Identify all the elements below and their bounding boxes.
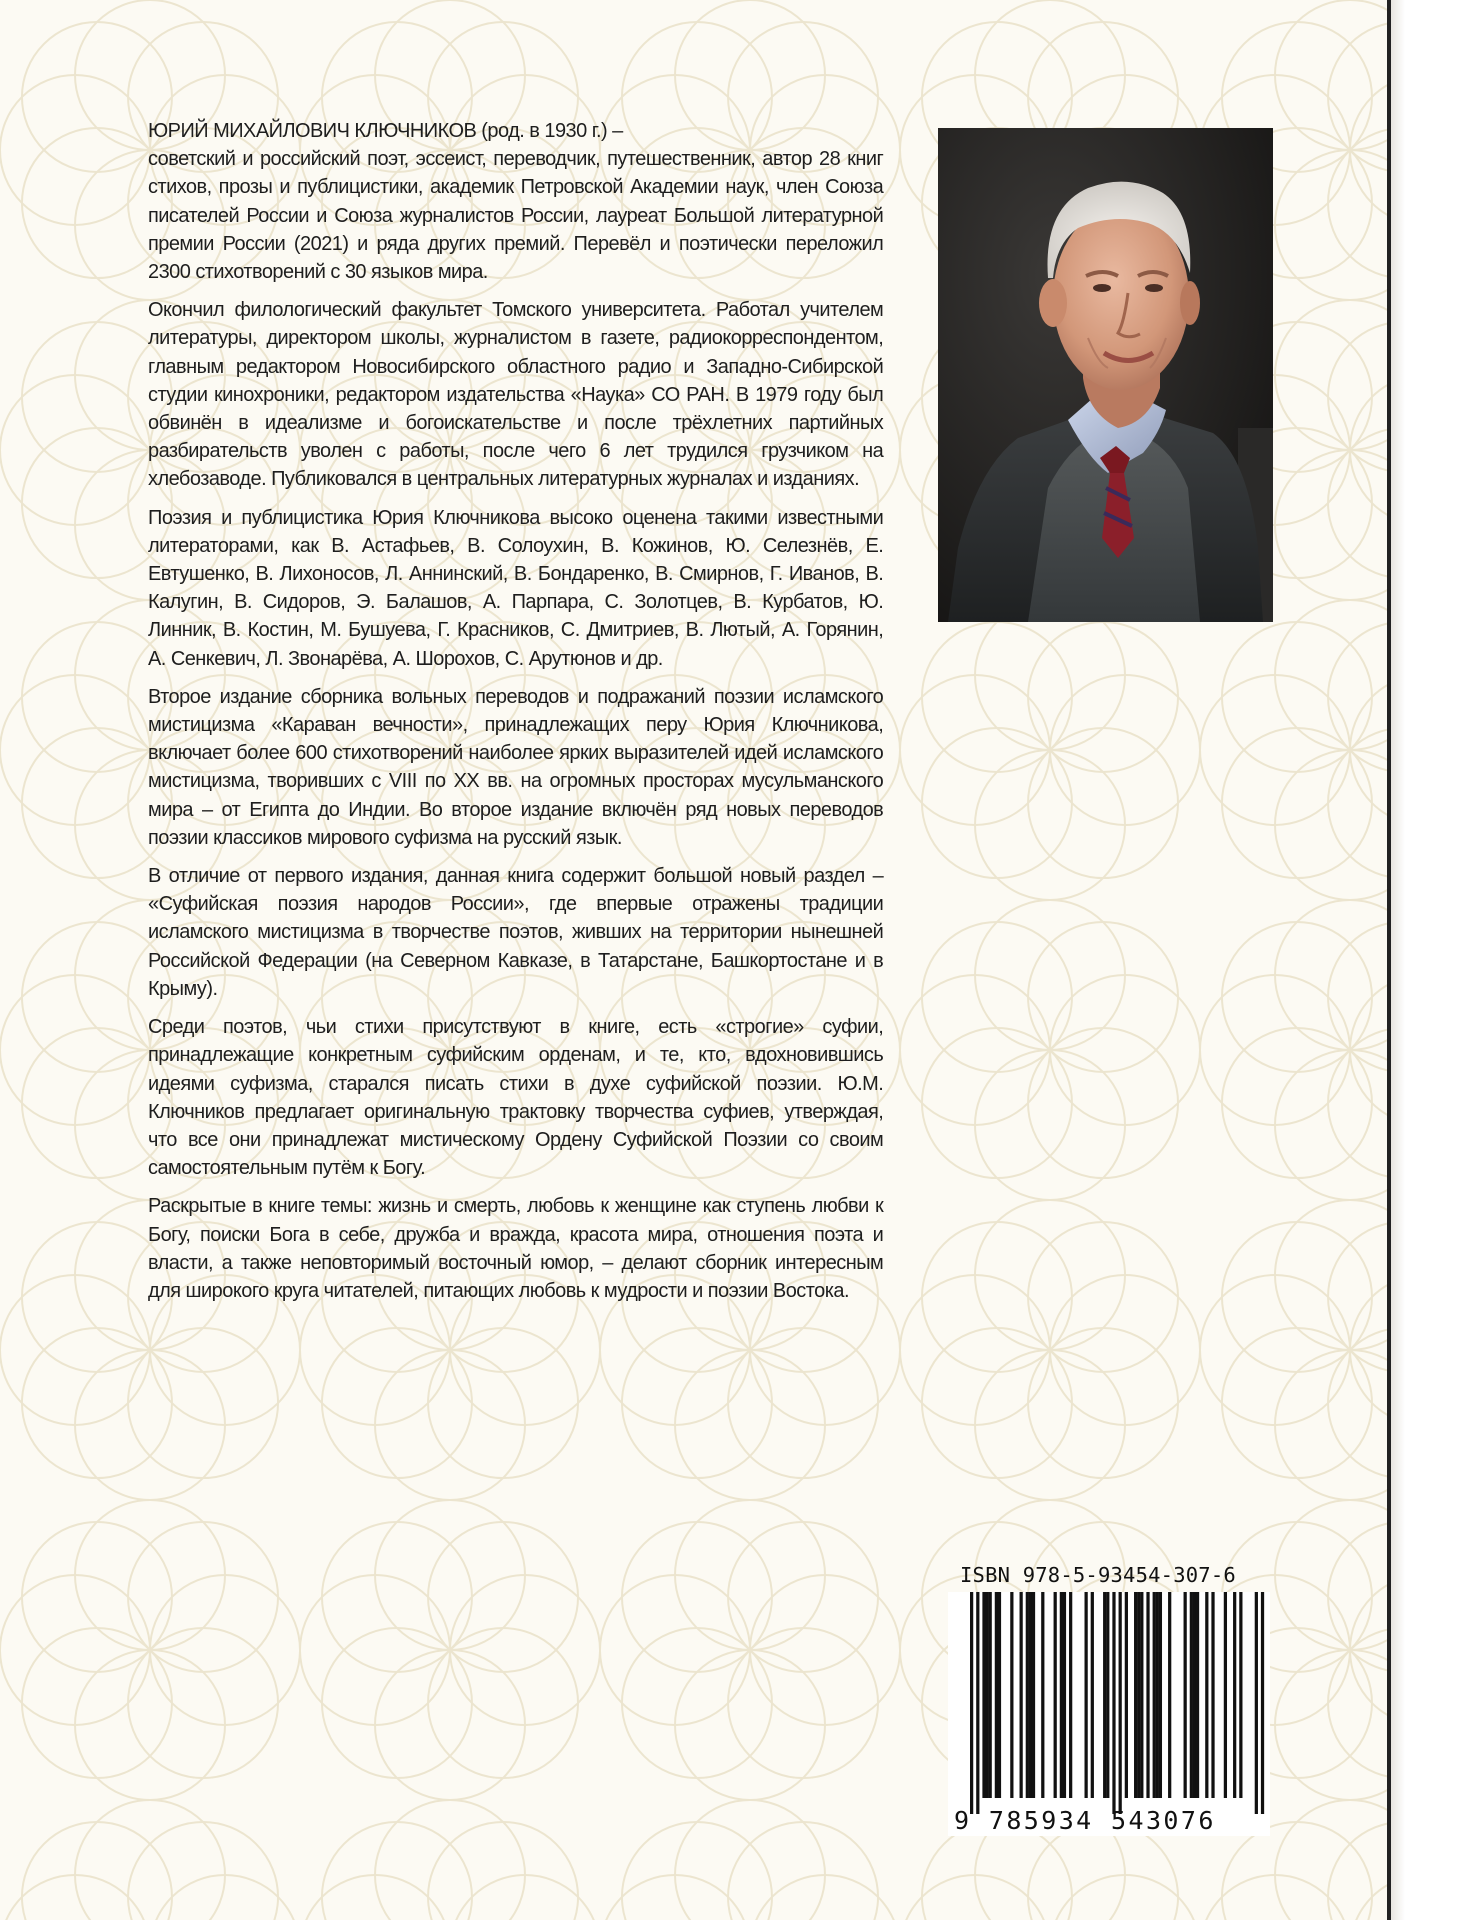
barcode-bar (1190, 1592, 1193, 1798)
barcode-bar (1010, 1592, 1013, 1798)
barcode-bar (1106, 1592, 1109, 1798)
annotation-text (148, 117, 883, 1315)
barcode-panel (948, 1592, 1270, 1836)
portrait-illustration (938, 128, 1273, 622)
edition-paragraph: Второе издание сборника вольных переводов и подражаний поэзии исламского мистицизма «Караван вечности», принадлежащих перу Юрия Ключникова, включает более 600 стихотворений наиболее ярких выразителей идей исламского мистицизма, творивших с VIII по XX вв. на огромных просторах мусульманского мира – от Египта до Индии. Во второе издание включён ряд новых переводов поэзии классиков мирового суфизма на русский язык. (148, 684, 884, 849)
ornament-tile (0, 1800, 300, 1920)
themes-paragraph: Раскрытые в книге темы: жизнь и смерть, любовь к женщине как ступень любви к Богу, поиски Бога в себе, дружба и вражда, красота мира, отношения поэта и власти, а также неповторимый восточный юмор, – делают сборник интересным для широкого круга читателей, питающих любовь к мудрости и поэзии Востока. (148, 1194, 884, 1302)
barcode-bar (998, 1592, 1001, 1798)
barcode-bar (1184, 1592, 1187, 1798)
author-portrait (938, 128, 1273, 622)
barcode-bar (1063, 1592, 1066, 1798)
barcode-bar (1159, 1592, 1162, 1798)
ean13-barcode (948, 1592, 1270, 1814)
barcode-bar (982, 1592, 985, 1798)
ornament-tile (1200, 1200, 1387, 1500)
barcode-bar (1119, 1592, 1122, 1814)
ornament-tile (600, 1500, 900, 1800)
author-heading (148, 117, 883, 145)
new-section-paragraph: В отличие от первого издания, данная книга содержит большой новый раздел – «Суфийская поэзия народов России», где впервые отражены традиции исламского мистицизма в творчестве поэтов, живших на территории нынешней Российской Федерации (на Северном Кавказе, в Татарстане, Башкортостане и в Крыму). (148, 864, 884, 1000)
barcode-bar (1211, 1592, 1214, 1798)
ornament-tile (900, 900, 1200, 1200)
barcode-bar (1153, 1592, 1156, 1798)
barcode-bar (989, 1592, 992, 1798)
barcode-bar (1032, 1592, 1035, 1798)
barcode-bar (1146, 1592, 1149, 1798)
barcode-bar (1091, 1592, 1094, 1798)
ornament-tile (300, 1500, 600, 1800)
barcode-bar (1255, 1592, 1258, 1814)
barcode-bar (1205, 1592, 1208, 1798)
barcode-bar (1020, 1592, 1023, 1798)
ornament-tile (600, 1800, 900, 1920)
barcode-bar (1239, 1592, 1242, 1798)
barcode-bar (1261, 1592, 1264, 1814)
barcode-bar (985, 1592, 988, 1798)
poets-paragraph: Среди поэтов, чьи стихи присутствуют в книге, есть «строгие» суфии, принадлежащие конкретным суфийским орденам, и те, кто, вдохновившись идеями суфизма, старался писать стихи в духе суфийской поэзии. Ю.М. Ключников предлагает оригинальную трактовку творчества суфиев, утверждая, что все они принадлежат мистическому Ордену Суфийской Поэзии со своим самостоятельным путём к Богу. (148, 1015, 884, 1180)
ornament-tile (900, 600, 1200, 900)
barcode-bar (1137, 1592, 1140, 1798)
isbn-label: ISBN 978-5-93454-307-6 (960, 1563, 1236, 1587)
author-name: ЮРИЙ МИХАЙЛОВИЧ КЛЮЧНИКОВ (148, 119, 477, 142)
reviewers-paragraph: Поэзия и публицистика Юрия Ключникова высоко оценена такими известными литераторами, как В. Астафьев, В. Солоухин, В. Кожинов, Ю. Селезнёв, Е. Евтушенко, В. Лихоносов, Л. Аннинский, В. Бондаренко, В. Смирнов, Г. Иванов, В. Калугин, В. Сидоров, Э. Балашов, А. Парпара, С. Золотцев, В. Курбатов, Ю. Линник, В. Костин, М. Бушуева, Г. Красников, С. Дмитриев, В. Лютый, А. Горянин, А. Сенкевич, Л. Звонарёва, А. Шорохов, С. Арутюнов и др. (148, 505, 884, 670)
barcode-bar (1069, 1592, 1072, 1798)
ornament-tile (900, 1200, 1200, 1500)
ornament-tile (1200, 600, 1387, 900)
barcode-bar (976, 1592, 979, 1814)
career-paragraph: Окончил филологический факультет Томского университета. Работал учителем литературы, директором школы, журналистом в газете, радиокорреспондентом, главным редактором Новосибирского областного радио и Западно-Сибирской студии кинохроники, редактором издательства «Наука» СО РАН. В 1979 году был обвинён в идеализме и богоискательстве и после трёхлетних партийных разбирательств уволен с работы, после чего 6 лет трудился грузчиком на хлебозаводе. Публиковался в центральных литературных журналах и изданиях. (148, 298, 884, 491)
barcode-bar (1060, 1592, 1063, 1798)
barcode-bar (1193, 1592, 1196, 1798)
ornament-tile (0, 1500, 300, 1800)
barcode-bar (1026, 1592, 1029, 1798)
bio-paragraph: советский и российский поэт, эссеист, переводчик, путешественник, автор 28 книг стихов, прозы и публицистики, академик Петровской Академии наук, член Союза писателей России и Союза журналистов России, лауреат Большой литературной премии России (2021) и ряда других премий. Перевёл и поэтически переложил 2300 стихотворений с 30 языков мира. (148, 147, 884, 284)
barcode-bar (970, 1592, 973, 1814)
barcode-bar (1085, 1592, 1088, 1798)
barcode-bar (1125, 1592, 1128, 1798)
barcode-bar (1168, 1592, 1171, 1798)
barcode-bar (1224, 1592, 1227, 1798)
barcode-bar (1103, 1592, 1106, 1798)
spine-edge (1391, 0, 1405, 1920)
ornament-tile (300, 1800, 600, 1920)
barcode-bar (1054, 1592, 1057, 1798)
barcode-bar (995, 1592, 998, 1798)
barcode-bar (1134, 1592, 1137, 1798)
ornament-tile (1200, 900, 1387, 1200)
barcode-bar (1041, 1592, 1044, 1798)
barcode-bar (1112, 1592, 1115, 1814)
barcode-digits: 9 785934 543076 (954, 1806, 1216, 1835)
barcode-bar (1029, 1592, 1032, 1798)
barcode-bar (1140, 1592, 1143, 1798)
barcode-bar (1196, 1592, 1199, 1798)
author-birth: (род. в 1930 г.) – (481, 119, 623, 142)
barcode-bar (1156, 1592, 1159, 1798)
barcode-bar (1233, 1592, 1236, 1798)
